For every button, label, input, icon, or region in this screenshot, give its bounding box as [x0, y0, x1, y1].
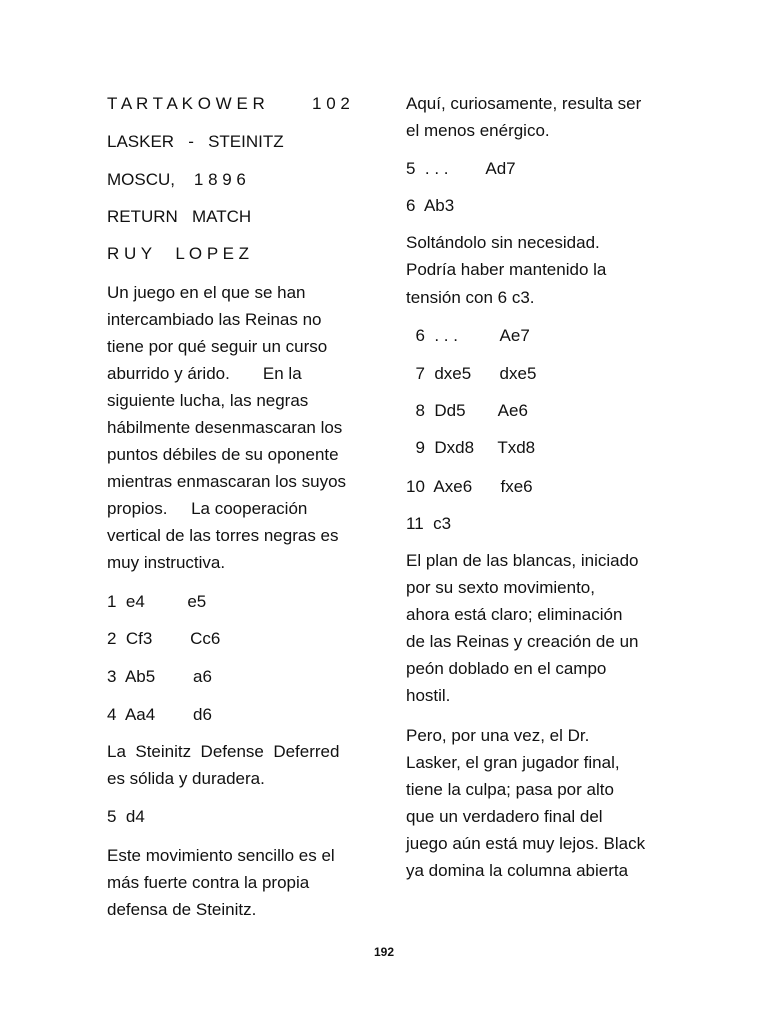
text-line: muy instructiva.: [107, 553, 226, 572]
text-line: 1 e4 e5: [107, 592, 207, 611]
text-line: intercambiado las Reinas no: [107, 310, 322, 329]
text-line: Aquí, curiosamente, resulta ser: [406, 94, 642, 113]
text-line: 10 Axe6 fxe6: [406, 477, 533, 496]
text-line: 6 . . . Ae7: [406, 326, 530, 345]
text-line: T A R T A K O W E R 1 0 2: [107, 94, 350, 113]
text-line: 5 . . . Ad7: [406, 159, 516, 178]
text-line: ahora está claro; eliminación: [406, 605, 623, 624]
text-line: 6 Ab3: [406, 196, 455, 215]
text-line: 7 dxe5 dxe5: [406, 364, 537, 383]
text-line: el menos enérgico.: [406, 121, 550, 140]
text-line: 5 d4: [107, 807, 145, 826]
text-line: Este movimiento sencillo es el: [107, 846, 335, 865]
text-line: es sólida y duradera.: [107, 769, 265, 788]
text-line: Soltándolo sin necesidad.: [406, 233, 600, 252]
text-line: La Steinitz Defense Deferred: [107, 742, 340, 761]
text-line: R U Y L O P E Z: [107, 244, 250, 263]
text-line: aburrido y árido. En la: [107, 364, 302, 383]
text-line: que un verdadero final del: [406, 807, 603, 826]
text-line: Un juego en el que se han: [107, 283, 306, 302]
text-line: defensa de Steinitz.: [107, 900, 257, 919]
text-line: Podría haber mantenido la: [406, 260, 607, 279]
text-line: 3 Ab5 a6: [107, 667, 212, 686]
text-line: LASKER - STEINITZ: [107, 132, 284, 151]
text-line: vertical de las torres negras es: [107, 526, 339, 545]
text-line: peón doblado en el campo: [406, 659, 607, 678]
text-line: RETURN MATCH: [107, 207, 252, 226]
text-line: puntos débiles de su oponente: [107, 445, 339, 464]
text-line: siguiente lucha, las negras: [107, 391, 309, 410]
text-line: tiene la culpa; pasa por alto: [406, 780, 614, 799]
text-line: Pero, por una vez, el Dr.: [406, 726, 590, 745]
text-line: de las Reinas y creación de un: [406, 632, 639, 651]
text-line: ya domina la columna abierta: [406, 861, 629, 880]
text-line: 11 c3: [406, 514, 452, 533]
text-line: tiene por qué seguir un curso: [107, 337, 328, 356]
text-line: 4 Aa4 d6: [107, 705, 212, 724]
text-line: hábilmente desenmascaran los: [107, 418, 343, 437]
text-line: MOSCU, 1 8 9 6: [107, 170, 246, 189]
text-line: por su sexto movimiento,: [406, 578, 595, 597]
text-line: El plan de las blancas, iniciado: [406, 551, 639, 570]
text-line: juego aún está muy lejos. Black: [406, 834, 646, 853]
text-line: Lasker, el gran jugador final,: [406, 753, 620, 772]
page-number: 192: [373, 945, 395, 959]
text-line: 9 Dxd8 Txd8: [406, 438, 536, 457]
text-line: hostil.: [406, 686, 451, 705]
text-line: tensión con 6 c3.: [406, 288, 535, 307]
text-line: 2 Cf3 Cc6: [107, 629, 221, 648]
text-line: mientras enmascaran los suyos: [107, 472, 347, 491]
text-line: más fuerte contra la propia: [107, 873, 310, 892]
text-line: 8 Dd5 Ae6: [406, 401, 528, 420]
text-line: propios. La cooperación: [107, 499, 308, 518]
